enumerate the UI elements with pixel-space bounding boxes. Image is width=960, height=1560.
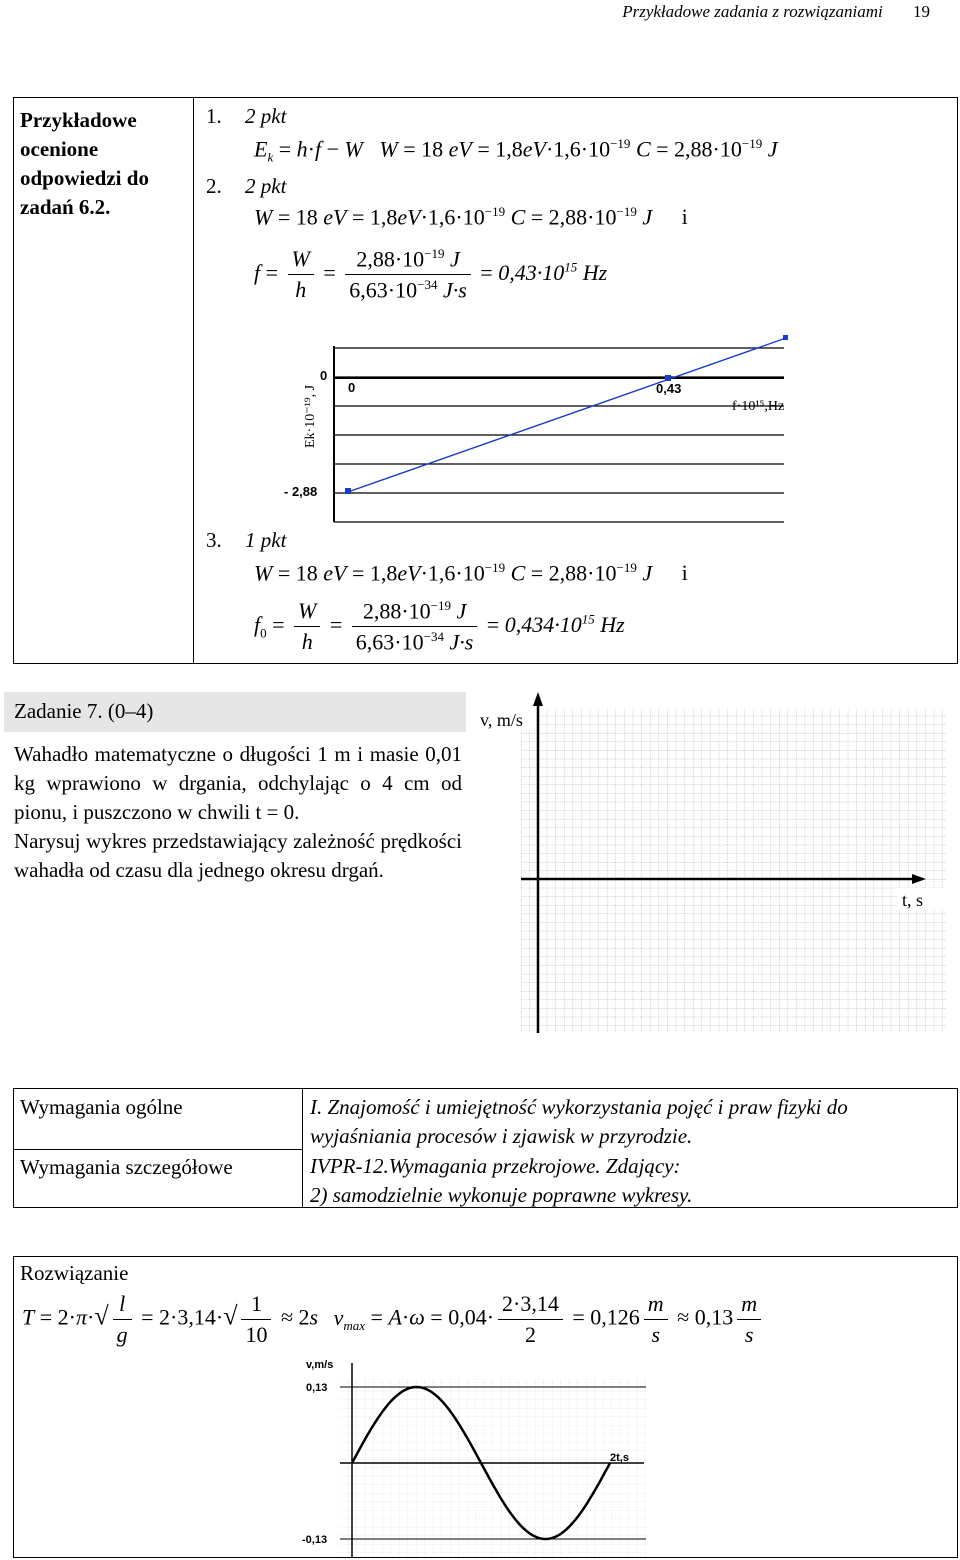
item-2-number: 2. (206, 174, 222, 198)
velocity-graph (280, 1357, 660, 1557)
item-2-points: 2 pkt (245, 174, 287, 198)
task-text-1: Wahadło matematyczne o długości 1 m i masie 0,01 kg wprawiono w drgania, odchylając o 4 cm od pionu, i puszczono w chwili t = 0. (14, 742, 462, 824)
task-title-bar (4, 692, 466, 732)
item-1-points: 2 pkt (245, 104, 287, 128)
item-2-equation-energy: W = 18 eV = $1,8eV\cdot 1,6\cdot 10^{-19}$ $C = 2,88\cdot 10^{-19}$ J i (254, 204, 688, 230)
item-1-equation: $E_k = h\cdot f - W$ W = 18 eV = $1,8eV\cdot 1,6\cdot 10^{-19}$ $C = 2,88\cdot 10^{-19}$ J (254, 136, 778, 165)
header-title: Przykładowe zadania z rozwiązaniami (622, 2, 883, 21)
item-3-equation-frequency: $f_0$ = $\frac{W}{h}$ = $\frac{2,88\cdot 10^{-19} J}{6,63\cdot 10^{-34} J\cdot s}$ = $0,434\cdot 10^{15}$ Hz (254, 598, 625, 655)
solution-box (13, 1256, 958, 1558)
task-text-2: Narysuj wykres przedstawiający zależność prędkości wahadła od czasu dla jednego okresu drgań. (14, 829, 462, 882)
graph-x-mark: 0,43 (656, 381, 682, 396)
grid-y-label: v, m/s (480, 710, 523, 730)
graph-x-zero: 0 (348, 380, 356, 395)
general-requirements-label: Wymagania ogólne (20, 1095, 183, 1119)
item-2-and: i (681, 204, 688, 230)
graph-grid (334, 348, 784, 522)
detailed-requirements-text-2: 2) samodzielnie wykonuje poprawne wykresy. (310, 1183, 693, 1207)
answer-grid (478, 690, 948, 1040)
velocity-y-max: 0,13 (306, 1382, 328, 1394)
item-3-points: 1 pkt (245, 528, 287, 552)
scored-answers-divider (193, 98, 194, 663)
item-3-number: 3. (206, 528, 222, 552)
grid-x-label: t, s (902, 890, 924, 910)
graph-y-zero: 0 (320, 368, 328, 383)
solution-title: Rozwiązanie (20, 1261, 129, 1285)
detailed-requirements-text-1: IVPR-12.Wymagania przekrojowe. Zdający: (310, 1154, 681, 1178)
item-3-header (206, 528, 286, 553)
energy-frequency-graph (284, 326, 804, 526)
item-2-header (206, 174, 286, 199)
graph-y-axis-label: Ek·10⁻¹⁹, J (303, 384, 318, 448)
item-1-number: 1. (206, 104, 222, 128)
graph-x-axis-label: f·10¹⁵,Hz (732, 399, 785, 414)
graph-y-mark: - 2,88 (284, 484, 318, 499)
general-requirements-text: I. Znajomość i umiejętność wykorzystania pojęć i praw fizyki do wyjaśniania procesów i zjawisk w przyrodzie. (310, 1095, 848, 1148)
requirements-divider-h (14, 1149, 302, 1150)
solution-equation: T = 2·π·√ $\frac{l}{g}$ = 2·3,14·√ $\frac{1}{10}$ ≈ 2s $v_{max} = A\cdot\omega = 0,04\cdot$ $\frac{2\cdot 3,14}{2}$ = 0,126 $\frac{m}{s}$ ≈ 0,13 $\frac{m}{s}$ (22, 1291, 765, 1348)
velocity-x-label: 2t,s (610, 1452, 629, 1464)
scored-answers-box (13, 97, 958, 664)
item-1-header (206, 104, 286, 129)
point-end (783, 335, 788, 340)
page-header (622, 2, 930, 22)
page-number: 19 (913, 2, 930, 21)
velocity-y-min: -0,13 (302, 1534, 328, 1546)
detailed-requirements-label: Wymagania szczegółowe (20, 1155, 233, 1179)
requirements-divider-v (302, 1089, 303, 1207)
grid-y-arrow (533, 692, 543, 706)
point-y-intercept (345, 488, 351, 494)
scored-answers-label: Przykładowe ocenione odpowiedzi do zadań 6.2. (20, 108, 149, 219)
grid-background (521, 708, 946, 1033)
energy-line (348, 338, 786, 492)
requirements-table (13, 1088, 958, 1208)
task-description (14, 740, 462, 885)
task-title: Zadanie 7. (0–4) (14, 699, 154, 723)
item-3-equation-energy: W = 18 eV = $1,8eV\cdot 1,6\cdot 10^{-19}$ $C = 2,88\cdot 10^{-19}$ J i (254, 560, 688, 586)
item-2-equation-frequency: f = $\frac{W}{h}$ = $\frac{2,88\cdot 10^{-19} J}{6,63\cdot 10^{-34} J\cdot s}$ = $0,43\cdot 10^{15}$ Hz (254, 246, 608, 303)
item-3-and: i (681, 560, 688, 586)
velocity-y-label: v,m/s (306, 1359, 334, 1371)
